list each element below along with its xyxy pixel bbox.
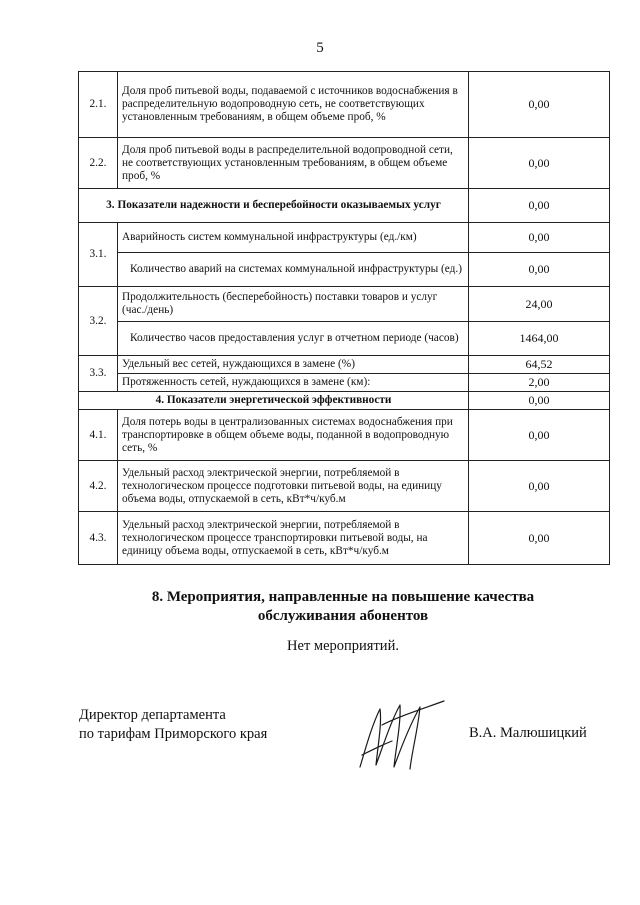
section-row: [79, 392, 610, 410]
row-value: 0,00: [469, 410, 610, 461]
no-measures-text: Нет мероприятий.: [287, 638, 399, 654]
row-label: Количество аварий на системах коммунальной инфраструктуры (ед.): [118, 253, 469, 287]
row-value: 64,52: [469, 356, 610, 374]
table-row: [79, 223, 610, 253]
section-title: 4. Показатели энергетической эффективности: [79, 392, 469, 410]
section-heading: [0, 588, 640, 626]
signer-position: [79, 706, 267, 744]
row-value: 0,00: [469, 392, 610, 410]
table-row: [79, 356, 610, 374]
row-label: Количество часов предоставления услуг в отчетном периоде (часов): [118, 322, 469, 356]
row-value: 0,00: [469, 461, 610, 512]
row-label: Доля потерь воды в централизованных системах водоснабжения при транспортировке в общем объеме воды, поданной в водопроводную сеть, %: [118, 410, 469, 461]
position-line: Директор департамента: [79, 707, 226, 723]
table-row: [79, 374, 610, 392]
handwritten-signature: [352, 695, 447, 775]
table-row: [79, 253, 610, 287]
row-number: 4.3.: [79, 512, 118, 565]
row-value: 0,00: [469, 189, 610, 223]
row-number: 3.2.: [79, 287, 118, 356]
row-number: 4.1.: [79, 410, 118, 461]
table-row: [79, 512, 610, 565]
row-number: 2.1.: [79, 72, 118, 138]
row-value: 0,00: [469, 253, 610, 287]
row-number: 2.2.: [79, 138, 118, 189]
signer-name: В.А. Малюшицкий: [469, 725, 587, 741]
indicators-table: [78, 71, 610, 565]
heading-line: обслуживания абонентов: [257, 608, 429, 624]
table-row: [79, 287, 610, 322]
row-value: 2,00: [469, 374, 610, 392]
position-line: по тарифам Приморского края: [79, 726, 268, 742]
section-title: 3. Показатели надежности и бесперебойности оказываемых услуг: [79, 189, 469, 223]
row-number: 4.2.: [79, 461, 118, 512]
row-value: 0,00: [469, 72, 610, 138]
table-row: [79, 72, 610, 138]
row-label: Удельный расход электрической энергии, потребляемой в технологическом процессе транспортировки питьевой воды, на единицу объема воды, отпускаемой в сеть, кВт*ч/куб.м: [118, 512, 469, 565]
row-value: 0,00: [469, 223, 610, 253]
row-label: Аварийность систем коммунальной инфраструктуры (ед./км): [118, 223, 469, 253]
row-label: Продолжительность (бесперебойность) поставки товаров и услуг (час./день): [118, 287, 469, 322]
row-value: 0,00: [469, 512, 610, 565]
table-row: [79, 461, 610, 512]
row-value: 0,00: [469, 138, 610, 189]
row-value: 1464,00: [469, 322, 610, 356]
table-row: [79, 138, 610, 189]
row-label: Доля проб питьевой воды в распределительной водопроводной сети, не соответствующих установленным требованиям, в общем объеме проб, %: [118, 138, 469, 189]
heading-line: 8. Мероприятия, направленные на повышение качества: [151, 589, 535, 605]
row-label: Удельный расход электрической энергии, потребляемой в технологическом процессе подготовки питьевой воды, на единицу объема воды, отпускаемой в сеть, кВт*ч/куб.м: [118, 461, 469, 512]
row-number: 3.1.: [79, 223, 118, 287]
table-row: [79, 410, 610, 461]
row-label: Удельный вес сетей, нуждающихся в замене (%): [118, 356, 469, 374]
table-row: [79, 322, 610, 356]
page-number: 5: [316, 40, 324, 56]
row-label: Доля проб питьевой воды, подаваемой с источников водоснабжения в распределительную водопроводную сеть, не соответствующих установленным требованиям, в общем объеме проб, %: [118, 72, 469, 138]
row-number: 3.3.: [79, 356, 118, 392]
row-label: Протяженность сетей, нуждающихся в замене (км):: [118, 374, 469, 392]
section-row: [79, 189, 610, 223]
row-value: 24,00: [469, 287, 610, 322]
